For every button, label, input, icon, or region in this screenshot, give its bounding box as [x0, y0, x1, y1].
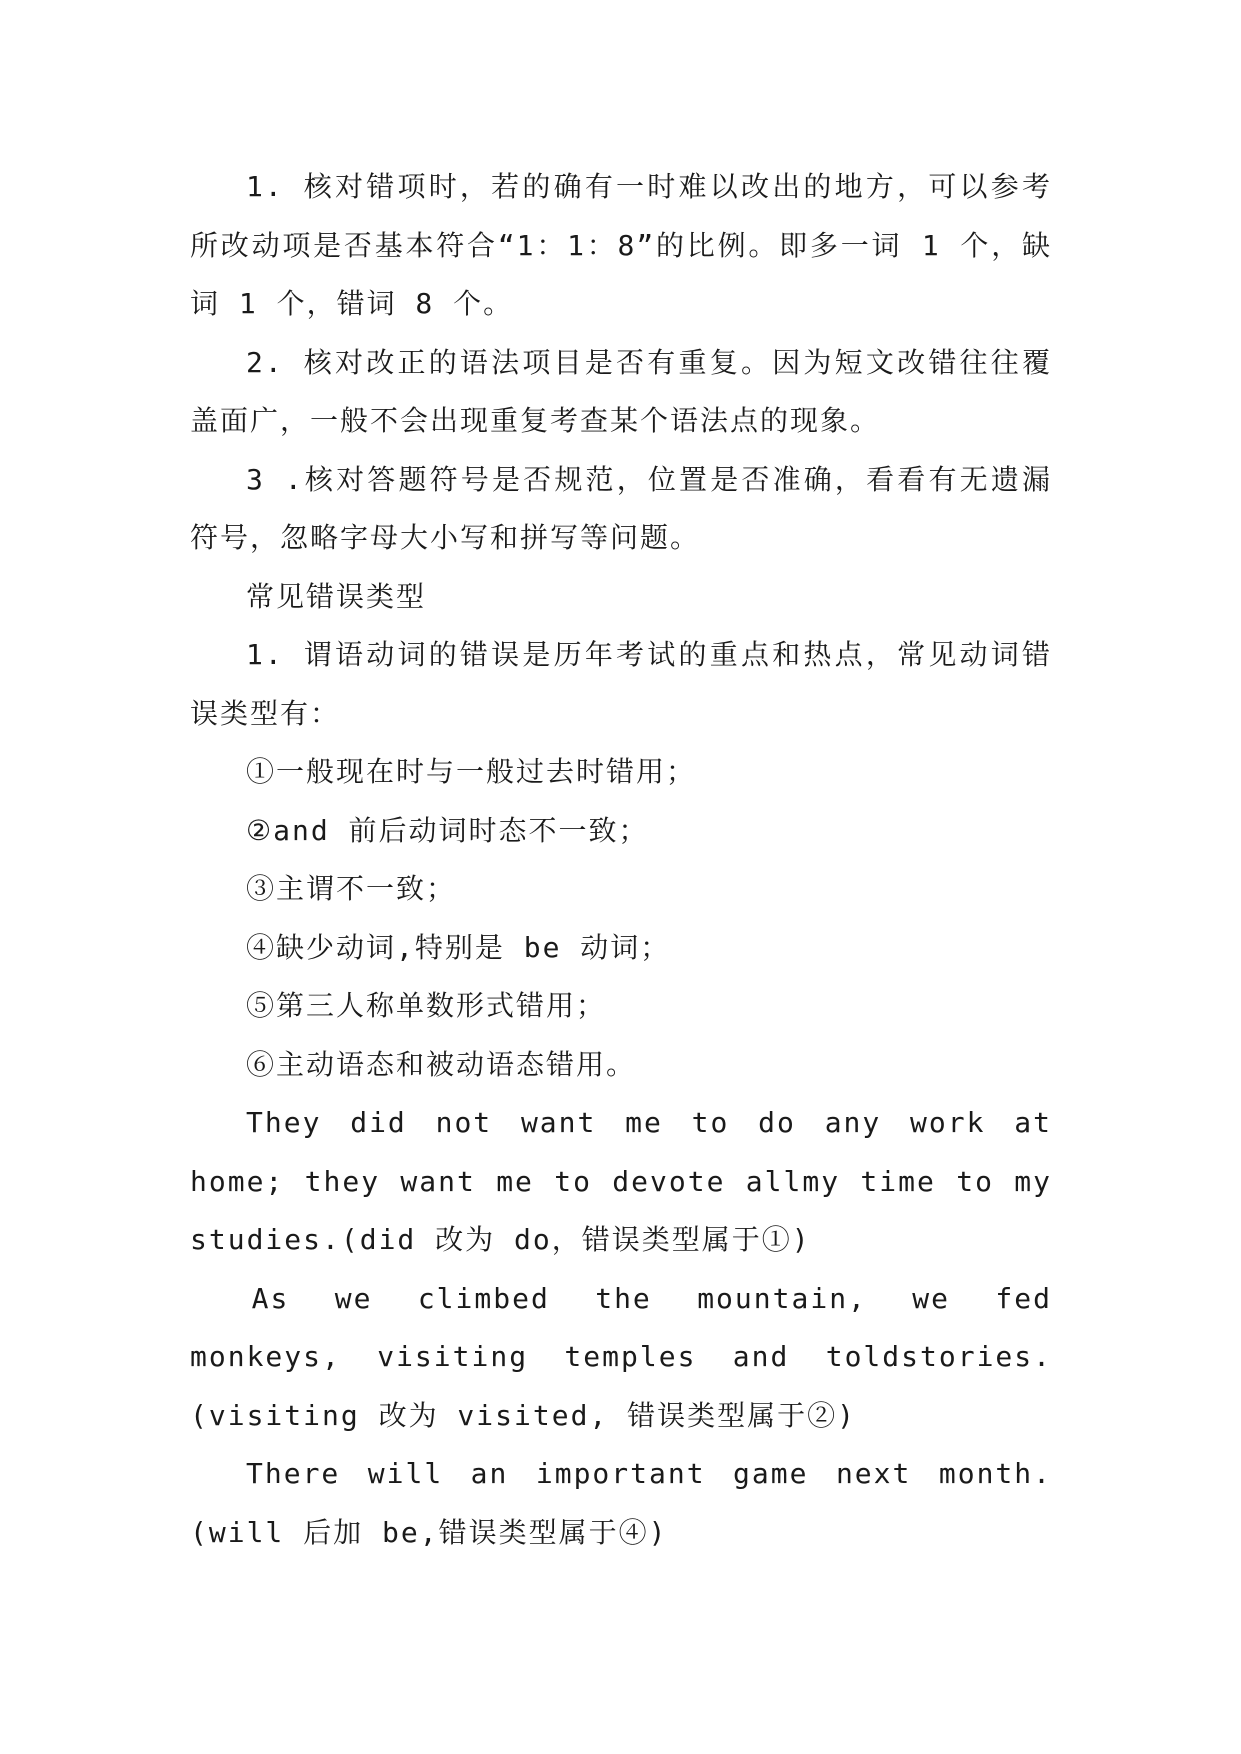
document-body [190, 158, 1052, 1562]
list-item-error-type-3: ③主谓不一致； [246, 872, 457, 905]
list-item-error-type-1: ①一般现在时与一般过去时错用； [246, 755, 697, 788]
list-item-error-type-5: ⑤第三人称单数形式错用； [246, 989, 607, 1022]
paragraph-check-ratio: 1. 核对错项时，若的确有一时难以改出的地方，可以参考所改动项是否基本符合“1：1：8”的比例。即多一词 1 个，缺词 1 个，错词 8 个。 [190, 170, 1052, 320]
example-sentence-2: As we climbed the mountain, we fed monkeys, visiting temples and toldstories. (visiting 改为 visited, 错误类型属于②) [190, 1281, 1052, 1432]
list-item-error-type-2: ②and 前后动词时态不一致； [246, 813, 649, 847]
example-sentence-1: They did not want me to do any work at home; they want me to devote allmy time to my studies.(did 改为 do，错误类型属于①) [190, 1106, 1052, 1256]
paragraph-verb-errors-intro: 1. 谓语动词的错误是历年考试的重点和热点，常见动词错误类型有： [190, 638, 1052, 730]
list-item-error-type-6: ⑥主动语态和被动语态错用。 [246, 1047, 637, 1081]
section-heading-common-errors: 常见错误类型 [246, 579, 427, 613]
list-item-error-type-4: ④缺少动词,特别是 be 动词； [246, 930, 671, 964]
paragraph-check-symbols: 3 .核对答题符号是否规范，位置是否准确，看看有无遗漏符号，忽略字母大小写和拼写等问题。 [190, 462, 1052, 554]
paragraph-check-repetition: 2. 核对改正的语法项目是否有重复。因为短文改错往往覆盖面广，一般不会出现重复考查某个语法点的现象。 [190, 345, 1052, 437]
example-sentence-3: There will an important game next month. (will 后加 be,错误类型属于④) [190, 1457, 1052, 1549]
